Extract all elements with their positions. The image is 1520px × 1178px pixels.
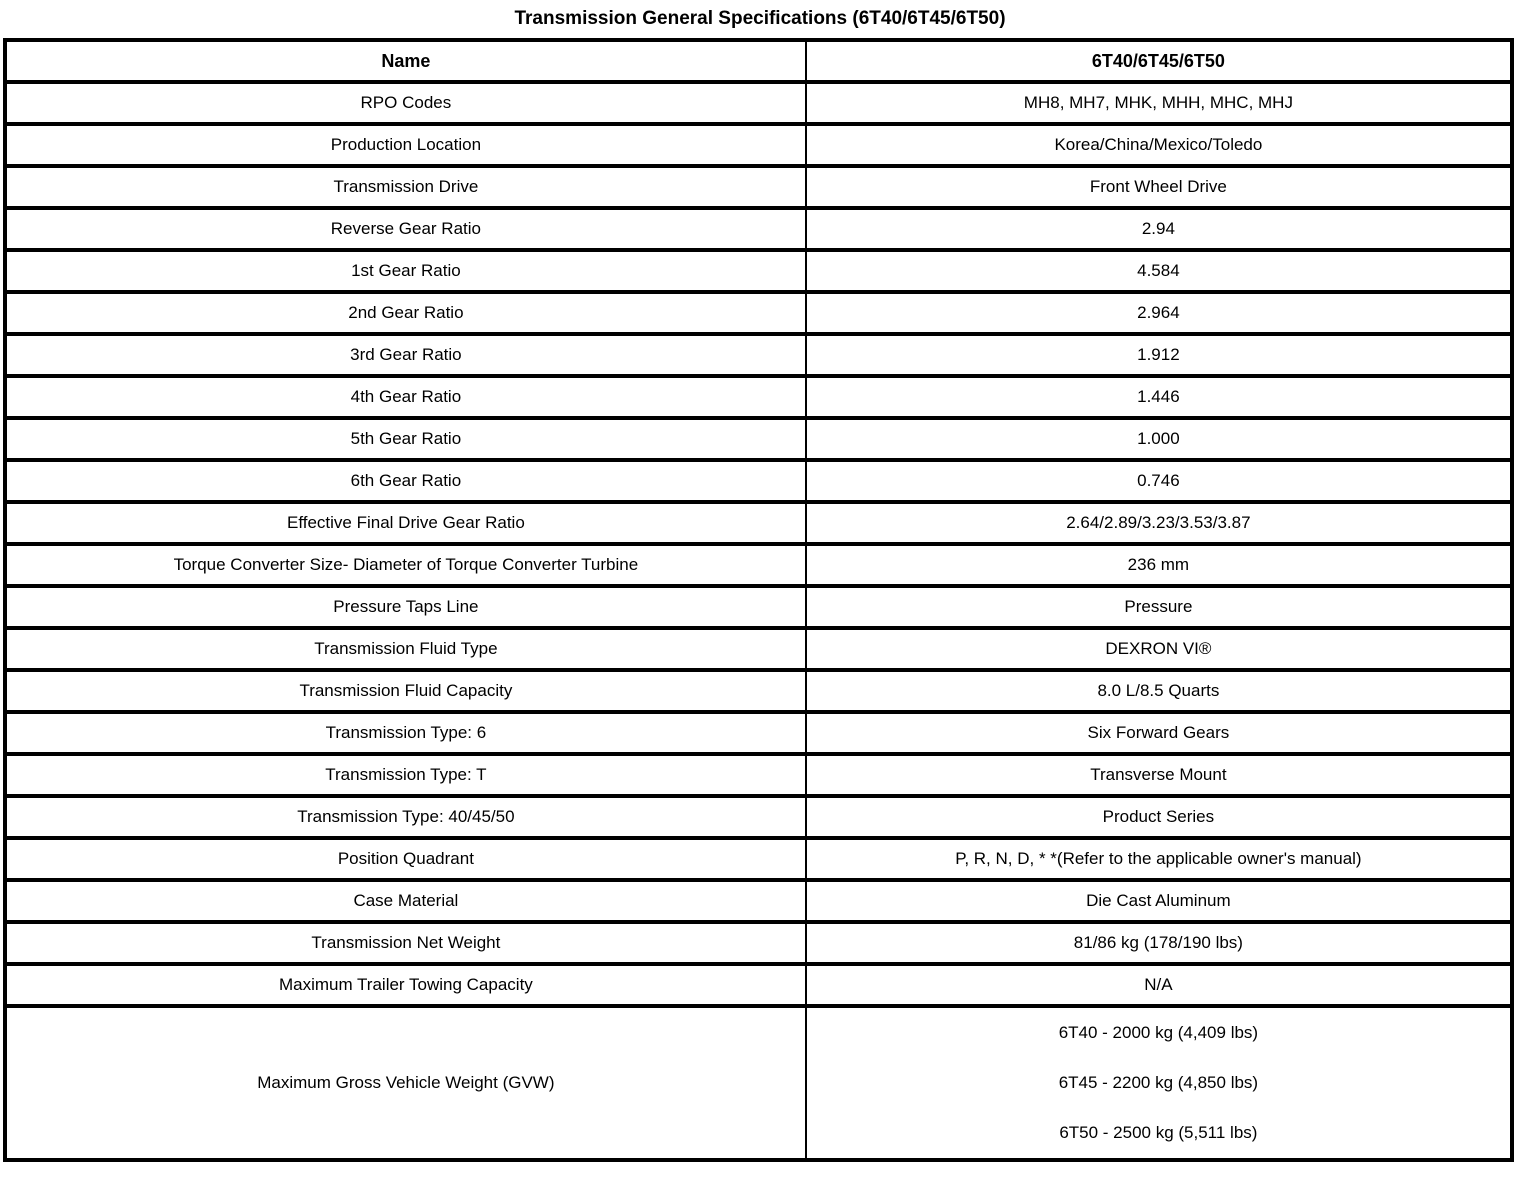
table-row — [5, 502, 1512, 544]
spec-name-cell: 5th Gear Ratio — [5, 418, 806, 460]
header-name-cell: Name — [5, 40, 806, 82]
spec-value-cell: Korea/China/Mexico/Toledo — [806, 124, 1512, 166]
gvw-value-line: 6T45 - 2200 kg (4,850 lbs) — [1058, 1073, 1259, 1092]
spec-value-cell: Die Cast Aluminum — [806, 880, 1512, 922]
table-row — [5, 166, 1512, 208]
spec-value-cell: 81/86 kg (178/190 lbs) — [806, 922, 1512, 964]
table-header-row — [5, 40, 1512, 82]
spec-value-cell: Six Forward Gears — [806, 712, 1512, 754]
table-row — [5, 82, 1512, 124]
spec-value-cell: 8.0 L/8.5 Quarts — [806, 670, 1512, 712]
spec-name-cell: Pressure Taps Line — [5, 586, 806, 628]
spec-value-cell: N/A — [806, 964, 1512, 1006]
spec-name-cell: Transmission Type: 6 — [5, 712, 806, 754]
spec-value-cell: 1.912 — [806, 334, 1512, 376]
spec-name-cell: Position Quadrant — [5, 838, 806, 880]
table-row — [5, 334, 1512, 376]
table-row — [5, 124, 1512, 166]
spec-name-cell: Transmission Fluid Capacity — [5, 670, 806, 712]
spec-value-cell: P, R, N, D, * *(Refer to the applicable owner's manual) — [806, 838, 1512, 880]
table-row — [5, 544, 1512, 586]
spec-value-cell: DEXRON VI® — [806, 628, 1512, 670]
spec-name-cell: Maximum Gross Vehicle Weight (GVW) — [5, 1006, 806, 1160]
spec-value-cell: Front Wheel Drive — [806, 166, 1512, 208]
spec-value-cell: 2.964 — [806, 292, 1512, 334]
table-row — [5, 250, 1512, 292]
table-row — [5, 838, 1512, 880]
spec-value-cell: 4.584 — [806, 250, 1512, 292]
spec-value-cell: Pressure — [806, 586, 1512, 628]
table-row-gvw — [5, 1006, 1512, 1160]
spec-name-cell: 6th Gear Ratio — [5, 460, 806, 502]
spec-name-cell: Reverse Gear Ratio — [5, 208, 806, 250]
spec-name-cell: Production Location — [5, 124, 806, 166]
header-value-cell: 6T40/6T45/6T50 — [806, 40, 1512, 82]
spec-name-cell: Effective Final Drive Gear Ratio — [5, 502, 806, 544]
spec-name-cell: RPO Codes — [5, 82, 806, 124]
table-row — [5, 712, 1512, 754]
spec-value-cell: 1.446 — [806, 376, 1512, 418]
table-row — [5, 208, 1512, 250]
table-row — [5, 796, 1512, 838]
table-row — [5, 628, 1512, 670]
spec-value-cell: 236 mm — [806, 544, 1512, 586]
table-row — [5, 670, 1512, 712]
spec-value-cell: Transverse Mount — [806, 754, 1512, 796]
page-title: Transmission General Specifications (6T40/6T45/6T50) — [514, 8, 1006, 29]
spec-name-cell: Transmission Type: T — [5, 754, 806, 796]
spec-name-cell: Transmission Net Weight — [5, 922, 806, 964]
spec-name-cell: Transmission Type: 40/45/50 — [5, 796, 806, 838]
spec-name-cell: 3rd Gear Ratio — [5, 334, 806, 376]
spec-value-cell: Product Series — [806, 796, 1512, 838]
table-row — [5, 376, 1512, 418]
spec-name-cell: 1st Gear Ratio — [5, 250, 806, 292]
specifications-table — [3, 38, 1514, 1162]
spec-value-cell: 1.000 — [806, 418, 1512, 460]
table-row — [5, 922, 1512, 964]
table-row — [5, 754, 1512, 796]
spec-value-cell: 2.64/2.89/3.23/3.53/3.87 — [806, 502, 1512, 544]
table-row — [5, 880, 1512, 922]
table-row — [5, 964, 1512, 1006]
spec-name-cell: Transmission Drive — [5, 166, 806, 208]
spec-name-cell: 4th Gear Ratio — [5, 376, 806, 418]
spec-name-cell: Transmission Fluid Type — [5, 628, 806, 670]
table-row — [5, 460, 1512, 502]
table-row — [5, 418, 1512, 460]
gvw-value-line: 6T50 - 2500 kg (5,511 lbs) — [1059, 1123, 1258, 1142]
gvw-value-line: 6T40 - 2000 kg (4,409 lbs) — [1058, 1023, 1259, 1042]
table-row — [5, 586, 1512, 628]
spec-name-cell: Maximum Trailer Towing Capacity — [5, 964, 806, 1006]
spec-value-cell: 2.94 — [806, 208, 1512, 250]
spec-value-cell: 0.746 — [806, 460, 1512, 502]
table-row — [5, 292, 1512, 334]
spec-value-cell: MH8, MH7, MHK, MHH, MHC, MHJ — [806, 82, 1512, 124]
spec-value-cell — [806, 1006, 1512, 1160]
spec-name-cell: Torque Converter Size- Diameter of Torque Converter Turbine — [5, 544, 806, 586]
spec-name-cell: Case Material — [5, 880, 806, 922]
spec-name-cell: 2nd Gear Ratio — [5, 292, 806, 334]
